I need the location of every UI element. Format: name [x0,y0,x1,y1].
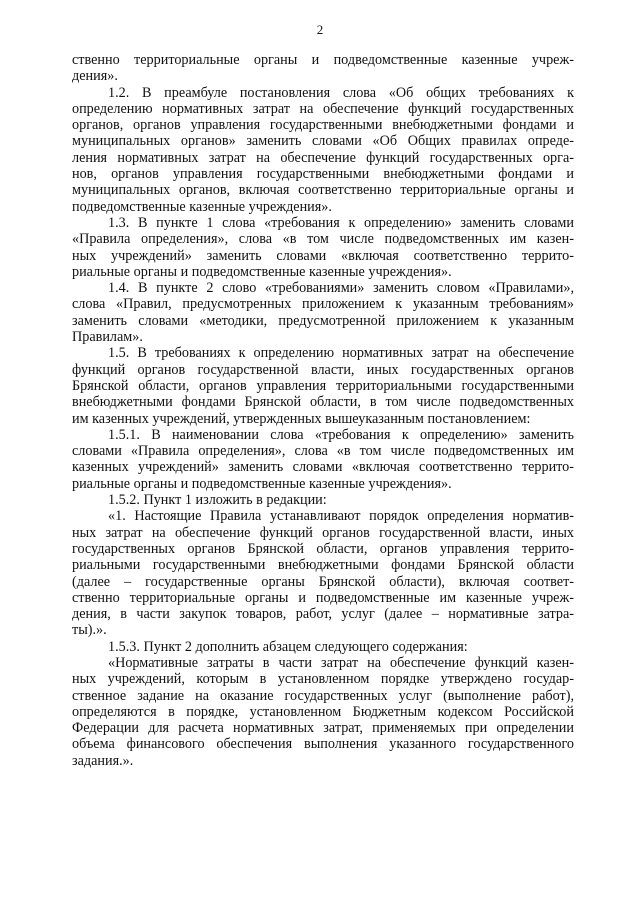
text-line: муниципальных органов, включая соответственно территориальные органы и [72,182,574,199]
text-line: нов, органов управления государственными внебюджетными фондами и [72,166,574,183]
text-line: Правилам». [72,329,143,346]
text-line: словами «Правила определения», слова «в том числе подведомственных им [72,443,574,460]
text-line: определяются в порядке, установленном Бюджетным кодексом Российской [72,703,574,720]
text-line: 1.5. В требованиях к определению нормативных затрат на обеспечение [108,345,574,362]
text-line: ственное задание на оказание государственных услуг (выполнение работ), [72,687,574,704]
text-line: риальные органы и подведомственные казенные учреждения». [72,263,452,280]
text-line: ных учреждений» заменить словами «включая соответственно террито- [72,247,574,264]
text-line: определению нормативных затрат на обеспечение функций государственных [72,100,574,117]
text-line: 1.4. В пункте 2 слово «требованиями» заменить словом «Правилами», [108,280,574,297]
text-line: «Правила определения», слова «в том числе подведомственных им казен- [72,231,574,248]
text-line: Федерации для расчета нормативных затрат, применяемых при определении [72,720,574,737]
text-line: Брянской области, органов управления территориальными государственными [72,377,574,394]
text-line: (далее – государственные органы Брянской области), включая соответ- [72,573,574,590]
text-line: органов, органов управления государственными внебюджетными фондами и [72,117,574,134]
text-line: внебюджетными фондами Брянской области, в том числе подведомственных [72,394,574,411]
text-line: ления нормативных затрат на обеспечение функций государственных орга- [72,149,574,166]
text-line: ных затрат на обеспечение функций органов государственной власти, иных [72,524,574,541]
text-line: государственных органов Брянской области, органов управления террито- [72,540,574,557]
text-line: «Нормативные затраты в части затрат на обеспечение функций казен- [108,654,574,671]
text-line: ных учреждений, которым в установленном порядке утверждено государ- [72,671,574,688]
text-line: ты).». [72,622,107,639]
text-line: задания.». [72,752,134,769]
text-line: риальные органы и подведомственные казенные учреждения». [72,475,452,492]
text-line: дения, в части закупок товаров, работ, услуг (далее – нормативные затра- [72,606,574,623]
text-line: риальными государственными внебюджетными фондами Брянской области [72,557,574,574]
text-line: муниципальных органов» заменить словами «Об Общих правилах опреде- [72,133,574,150]
text-line: заменить словами «методики, предусмотренной приложением к указанным [72,312,574,329]
text-line: дения». [72,68,118,85]
text-line: 1.5.2. Пункт 1 изложить в редакции: [108,492,327,509]
text-line: ственно территориальные органы и подведомственные им казенные учреж- [72,589,574,606]
text-line: 1.5.1. В наименовании слова «требования к определению» заменить [108,426,574,443]
page-number: 2 [316,22,324,37]
document-body [72,52,574,769]
text-line: 1.3. В пункте 1 слова «требования к определению» заменить словами [108,214,574,231]
text-line: подведомственные казенные учреждения». [72,198,332,215]
text-line: 1.5.3. Пункт 2 дополнить абзацем следующего содержания: [108,638,468,655]
text-line: 1.2. В преамбуле постановления слова «Об общих требованиях к [108,84,574,101]
text-line: ственно территориальные органы и подведомственные казенные учреж- [72,52,574,68]
text-line: функций органов государственной власти, иных государственных органов [72,361,574,378]
text-line: объема финансового обеспечения выполнения указанного государственного [72,736,574,753]
text-line: казенных учреждений» заменить словами «включая соответственно террито- [72,459,574,476]
text-line: слова «Правил, предусмотренных приложением к указанным требованиям» [72,296,574,313]
text-line: им казенных учреждений, утвержденных вышеуказанным постановлением: [72,410,531,427]
text-line: «1. Настоящие Правила устанавливают порядок определения норматив- [108,508,574,525]
